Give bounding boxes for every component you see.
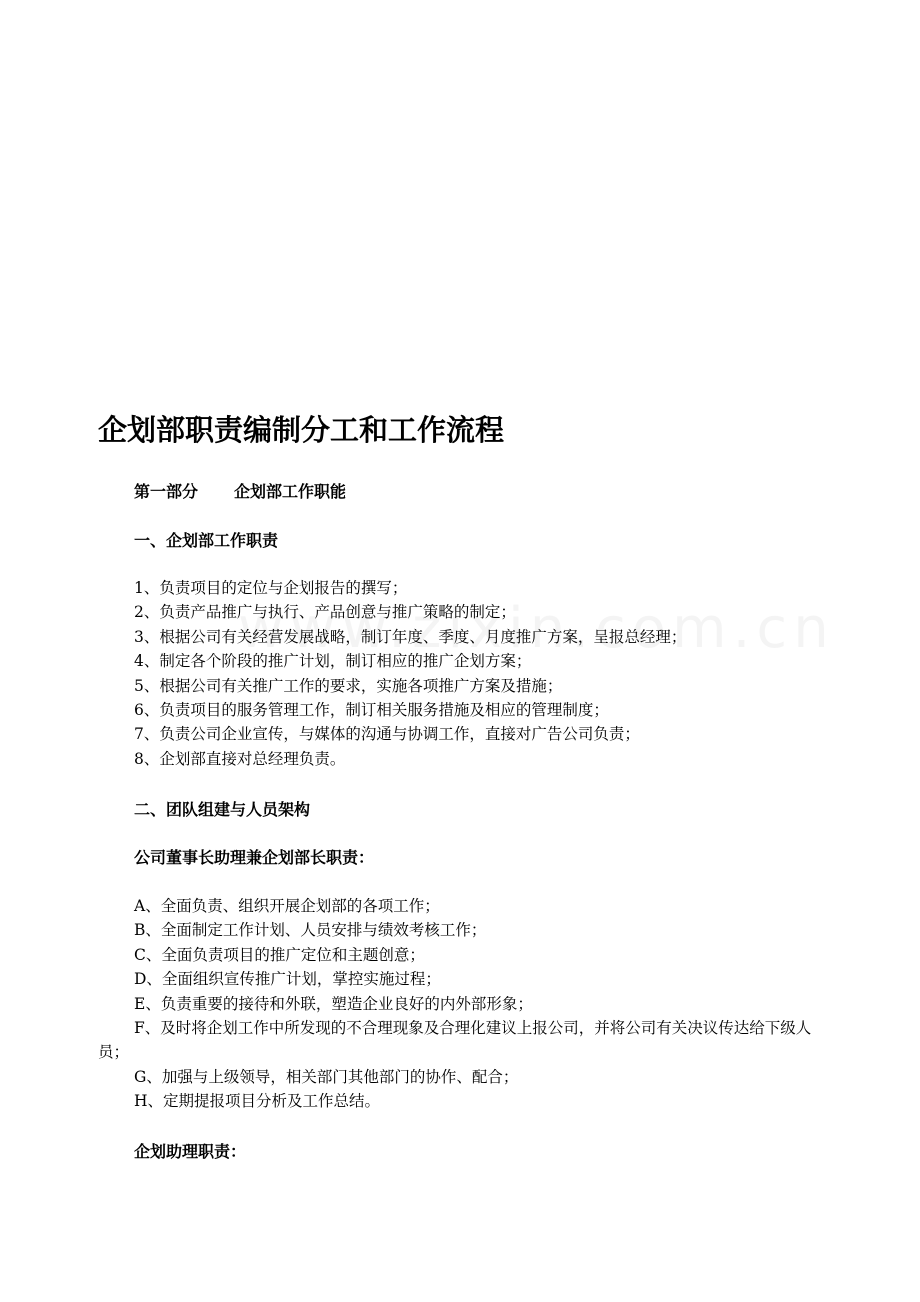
part-name: 企划部工作职能: [234, 482, 347, 501]
section-heading-duties: 一、企划部工作职责: [134, 531, 279, 550]
list-item: 5、根据公司有关推广工作的要求，实施各项推广方案及措施；: [134, 676, 563, 695]
list-item: 8、企划部直接对总经理负责。: [134, 749, 346, 768]
list-item: F、及时将企划工作中所发现的不合理现象及合理化建议上报公司，并将公司有关决议传达给下级人员；: [98, 1019, 812, 1062]
list-item: 2、负责产品推广与执行、产品创意与推广策略的制定；: [134, 603, 516, 622]
part-heading: [134, 480, 346, 504]
list-item: 4、制定各个阶段的推广计划，制订相应的推广企划方案；: [134, 652, 532, 671]
list-item: C、全面负责项目的推广定位和主题创意；: [134, 945, 425, 964]
duties-list: [98, 576, 838, 771]
list-item: 6、负责项目的服务管理工作，制订相关服务措施及相应的管理制度；: [134, 701, 609, 720]
list-item: D、全面组织宣传推广计划，掌控实施过程；: [134, 970, 441, 989]
list-item: G、加强与上级领导，相关部门其他部门的协作、配合；: [134, 1067, 519, 1086]
director-duties-list: [98, 894, 838, 1114]
subheading-director-duties: 公司董事长助理兼企划部长职责：: [134, 848, 375, 867]
document-title: 企划部职责编制分工和工作流程: [98, 413, 505, 447]
list-item: 1、负责项目的定位与企划报告的撰写；: [134, 579, 408, 597]
section-heading-team: 二、团队组建与人员架构: [134, 800, 311, 819]
subheading-assistant-duties: 企划助理职责：: [134, 1142, 247, 1161]
list-item: 7、负责公司企业宣传，与媒体的沟通与协调工作，直接对广告公司负责；: [134, 725, 640, 744]
list-item: A、全面负责、组织开展企划部的各项工作；: [134, 897, 440, 915]
list-item: B、全面制定工作计划、人员安排与绩效考核工作；: [134, 921, 487, 940]
list-item: E、负责重要的接待和外联，塑造企业良好的内外部形象；: [134, 994, 533, 1013]
list-item: H、定期提报项目分析及工作总结。: [134, 1092, 381, 1111]
part-number: 第一部分: [134, 482, 199, 501]
list-item: 3、根据公司有关经营发展战略，制订年度、季度、月度推广方案，呈报总经理；: [134, 627, 687, 646]
